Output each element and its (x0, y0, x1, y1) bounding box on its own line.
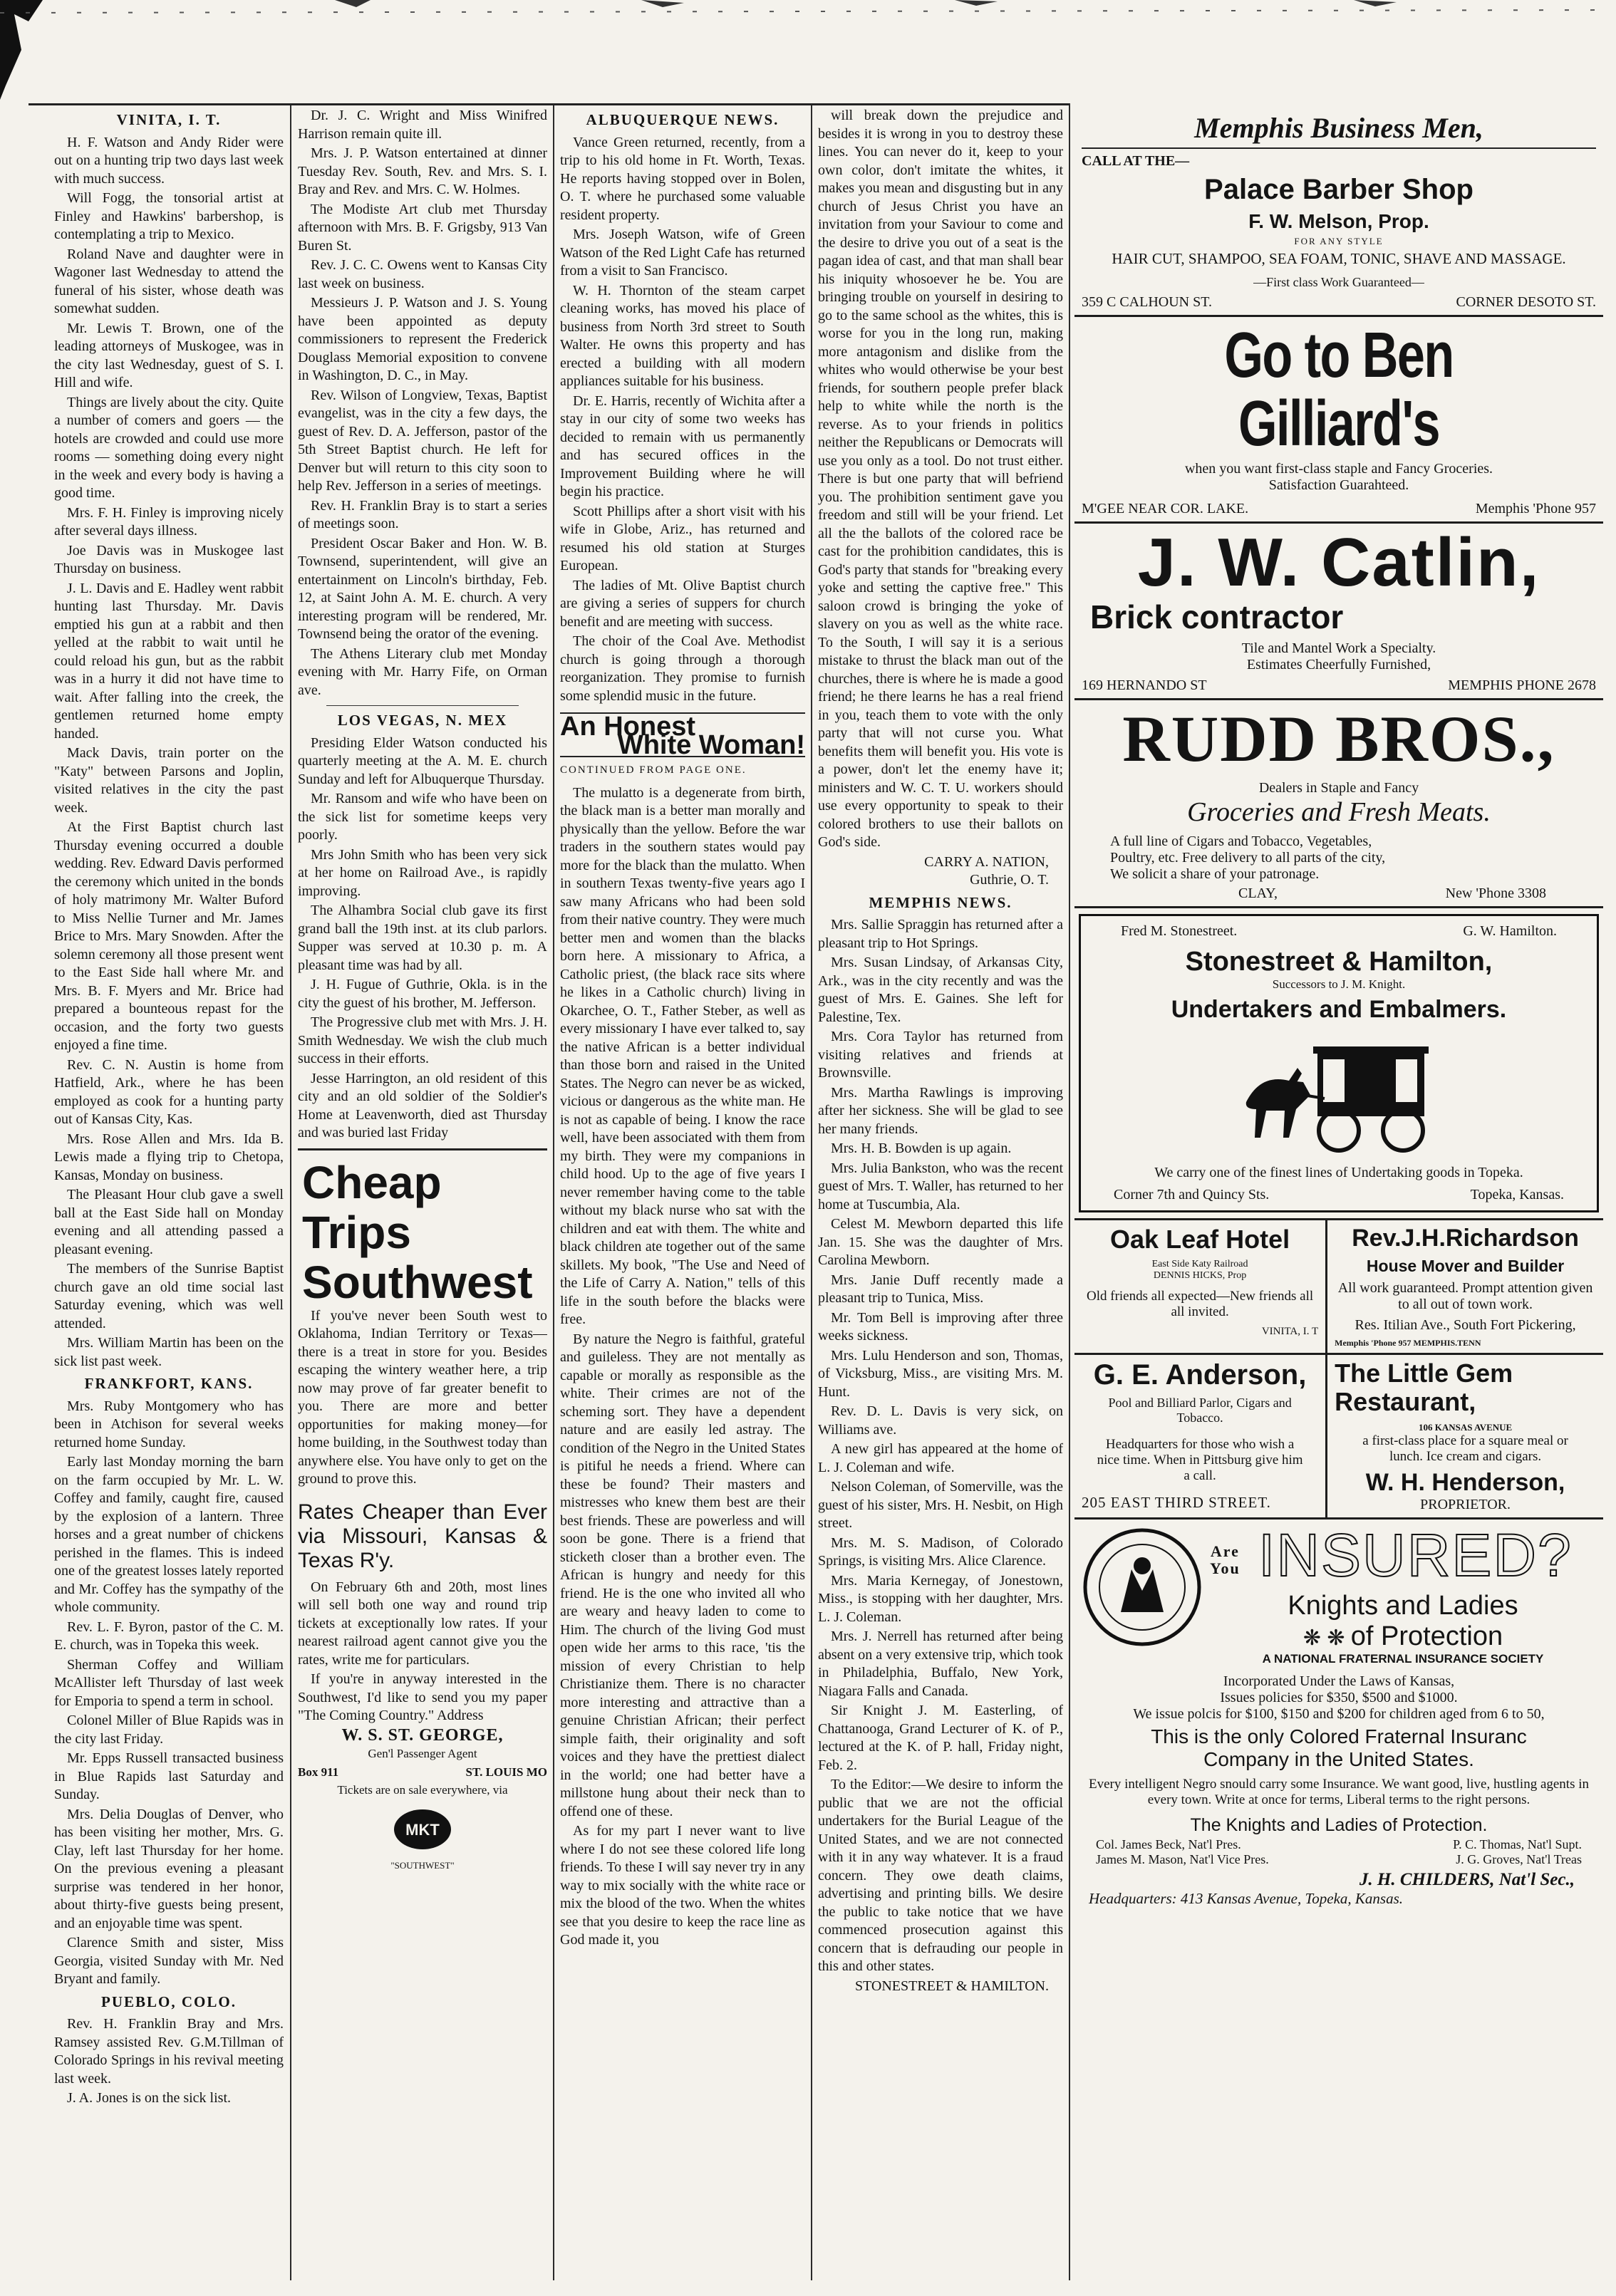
signature-name: CARRY A. NATION, (924, 853, 1049, 870)
logo-text: MKT (405, 1820, 440, 1839)
column-4 (818, 107, 1063, 2283)
rudd-street: CLAY, (1238, 885, 1278, 901)
advert-text: On February 6th and 20th, most lines will sell both one way and round trip tickets at exceptionally low rates. If your nearest railroad agent cannot give you the rates, write me for particulars. (298, 1579, 547, 1668)
vinita-heading: VINITA, I. T. (116, 111, 222, 128)
ins-headquarters: Headquarters: 413 Kansas Avenue, Topeka, Kansas. (1089, 1890, 1403, 1907)
headline-line: White Woman! (617, 729, 805, 760)
signature-place: Guthrie, O. T. (970, 872, 1049, 888)
news-item: Nelson Coleman, of Somerville, was the guest of his sister, Mrs. H. Nesbit, on High street. (818, 1479, 1063, 1531)
palace-address-row (1082, 294, 1596, 311)
oak-leaf-hotel-ad (1074, 1220, 1327, 1353)
news-item: W. H. Thornton of the steam carpet cleaning works, has moved his place of business from North 3rd street to South Walter. He owns this property and has erected a building with all modern appliances suitable for his business. (560, 282, 805, 389)
news-item: Mrs. William Martin has been on the sick list past week. (54, 1335, 284, 1369)
news-item: The members of the Sunrise Baptist church gave an old time social last Saturday evening, which was well attended. (54, 1261, 284, 1331)
news-item: Sir Knight J. M. Easterling, of Chattanooga, Grand Lecturer of K. of P., lectured at the K. of P. hall, Friday night, Feb. 2. (818, 1703, 1063, 1773)
news-item: The choir of the Coal Ave. Methodist church is going through a thorough reorganization. They promise to furnish some splendid music in the future. (560, 633, 805, 704)
anderson-address: 205 EAST THIRD STREET. (1082, 1494, 1271, 1511)
column-rule (290, 103, 291, 2280)
anderson-trade: Pool and Billiard Parlor, Cigars and Tobacco. (1108, 1396, 1292, 1425)
column-1 (54, 107, 284, 2283)
news-item: Mrs. Janie Duff recently made a pleasant trip to Tunica, Miss. (818, 1272, 1063, 1306)
anderson-ad (1074, 1355, 1327, 1517)
oak-prop: DENNIS HICKS, Prop (1153, 1270, 1247, 1281)
news-item: Mrs. J. P. Watson entertained at dinner Tuesday Rev. South, Rev. and Mrs. S. I. Bray and Rev. and Mrs. C. W. Holmes. (298, 145, 547, 197)
news-item: Mrs. J. Nerrell has returned after being absent on a very extensive trip, which took in Philadelphia, Buffalo, New York, Niagara Falls and Canada. (818, 1629, 1063, 1699)
continued-note: CONTINUED FROM PAGE ONE. (560, 764, 747, 776)
news-item: H. F. Watson and Andy Rider were out on a hunting trip two days last week with much success. (54, 134, 284, 187)
frankfort-heading: FRANKFORT, KANS. (84, 1375, 254, 1392)
news-item: Dr. J. C. Wright and Miss Winifred Harrison remain quite ill. (298, 108, 547, 142)
palace-prop: F. W. Melson, Prop. (1248, 210, 1429, 232)
stone-city: Topeka, Kansas. (1470, 1187, 1564, 1202)
rudd-name: RUDD BROS., (1122, 702, 1555, 775)
ins-org2-text: of Protection (1350, 1621, 1503, 1651)
news-item: Rev. D. L. Davis is very sick, on Williams ave. (818, 1403, 1063, 1438)
title-line: Cheap (302, 1156, 442, 1208)
news-item: Mrs. Martha Rawlings is improving after her sickness. She will be glad to see her many friends. (818, 1084, 1063, 1137)
column-rule (553, 103, 554, 2280)
ins-line: We issue polcis for $100, $150 and $200 for children aged from 6 to 50, (1133, 1706, 1545, 1722)
page-top-edge (0, 0, 1616, 107)
anderson-name: G. E. Anderson, (1093, 1359, 1307, 1391)
ins-line: Issues policies for $350, $500 and $1000. (1220, 1690, 1458, 1705)
notice-signature: STONESTREET & HAMILTON. (854, 1978, 1049, 1994)
news-item: Rev. J. C. C. Owens went to Kansas City last week on business. (298, 257, 547, 291)
rudd-dealers: Dealers in Staple and Fancy (1258, 780, 1419, 796)
gem-text: a first-class place for a square meal or lunch. Ice cream and cigars. (1362, 1433, 1568, 1464)
news-item: Scott Phillips after a short visit with his wife in Globe, Ariz., has returned and resumed his old station at Sturges European. (560, 503, 805, 573)
richardson-name: Rev.J.H.Richardson (1352, 1225, 1579, 1252)
palace-address: 359 C CALHOUN ST. (1082, 294, 1212, 310)
news-item: Mr. Ransom and wife who have been on the sick list for sometime keeps very poorly. (298, 791, 547, 843)
richardson-text: All work guaranteed. Prompt attention given to all out of town work. (1337, 1280, 1593, 1312)
news-item: Rev. Wilson of Longview, Texas, Baptist evangelist, was in the city a few days, the guest of Rev. D. A. Jefferson, pastor of the 5th Street Baptist church. He left for Denver but will return to this city soon to help Rev. Jefferson in a series of meetings. (298, 387, 547, 494)
ins-every: Every intelligent Negro snould carry some Insurance. We want good, live, hustling agents in every town. Write at once for terms, Liberal terms to the right persons. (1089, 1777, 1590, 1807)
honest-woman-headline (560, 712, 805, 760)
news-item: To the Editor:—We desire to inform the public that we are not the official undertakers for the Burial League of the United States, and we are not connected with it in any way whatever. It is a fraud concern. They owe death claims, advertising and printing bills. We desire the public to take notice that we have commenced prosecution against this concern that is defrauding our people in this and other states. (818, 1777, 1063, 1974)
news-item: Mrs. M. S. Madison, of Colorado Springs, is visiting Mrs. Alice Clarence. (818, 1534, 1063, 1569)
mkt-railway-logo (390, 1807, 455, 1856)
ad-call: CALL AT THE— (1082, 153, 1190, 169)
cheap-trips-title (302, 1158, 547, 1307)
gilliard-address: M'GEE NEAR COR. LAKE. (1082, 501, 1249, 516)
title-line: Trips (302, 1206, 411, 1258)
agent-box: Box 911 (298, 1765, 339, 1779)
divider (326, 705, 519, 706)
news-item: Mrs. F. H. Finley is improving nicely after several days illness. (54, 504, 284, 539)
rates-heading: Rates Cheaper than Ever via Missouri, Kansas & Texas R'y. (298, 1500, 547, 1572)
ins-officer-row (1082, 1852, 1596, 1867)
news-item: Mrs. Lulu Henderson and son, Thomas, of Vicksburg, Miss., are visiting Mrs. M. Hunt. (818, 1347, 1063, 1400)
news-item: Mrs. Cora Taylor has returned from visiting relatives and friends at Brownsville. (818, 1029, 1063, 1081)
news-item: The Progressive club met with Mrs. J. H. Smith Wednesday. We wish the club much success in their efforts. (298, 1014, 547, 1066)
rudd-phone: New 'Phone 3308 (1445, 885, 1546, 901)
news-item: Early last Monday morning the barn on the farm occupied by Mr. L. W. Coffey and family, caught fire, caused by the explosion of a lantern. Three horses and a great number of chickens perished in the flames. This is indeed one of the greatest losses lately reported and Mr. Coffey has the sympathy of the whole community. (54, 1454, 284, 1615)
article-paragraph: As for my part I never want to live where I do not see these colored life long friends. To these I will say never try in any way to mix socially with the white race or mix the blood of the two. When the whites see that you desire to keep the race line as God made it, you (560, 1823, 805, 1948)
news-item: Mrs. Sallie Spraggin has returned after a pleasant trip to Hot Springs. (818, 917, 1063, 951)
article-paragraph: The mulatto is a degenerate from birth, the black man is a better man morally and physically than the yellow. Before the war traders in the southern states would pay more for the black than the mulatto. When in southern Texas twenty-five years ago I saw many Africans who had been sold from their native country. They were much better men and women than the blacks born here. A missionary to Africa, a Catholic priest, (the black race sits where he likes in a Catholic church) living in Okarchee, O. T., Father Steber, as well as every missionary I have ever talked to, say the native African is a better individual than those born and raised in the United States. The Negro can never be as wicked, vicious or dangerous as the white man. He is not as capable of being. I know the race well, have been associated with them from my birth. They were my companions in child hood. Up to the age of five years I never remember having come to the table without my black nurse who sat with the children and eat with them. The white and black children ate together out of the same skillets. My book, "The Use and Need of the Life of Carry A. Nation," tells of this life in the south before the blacks were free. (560, 784, 805, 1327)
news-item: Joe Davis was in Muskogee last Thursday on business. (54, 542, 284, 576)
richardson-residence: Res. Itilian Ave., South Fort Pickering, (1355, 1317, 1576, 1333)
agent-address (298, 1763, 547, 1782)
anderson-text: Headquarters for those who wish a nice time. When in Pittsburg give him a call. (1097, 1437, 1303, 1483)
advert-text: If you've never been South west to Oklahoma, Indian Territory or Texas—there is a treat in store for you. Besides escaping the wintery weather here, a trip now may prove of far greater benefit to you. There are more and better opportunities for making money—for home building, in the Southwest today than anywhere else. You have only to get on the ground to prove this. (298, 1307, 547, 1487)
news-item: Mack Davis, train porter on the "Katy" between Parsons and Joplin, visited relatives in the city the past week. (54, 745, 284, 816)
memphis-news-heading: MEMPHIS NEWS. (869, 893, 1012, 911)
news-item: Mrs. Ruby Montgomery who has been in Atchison for several weeks returned home Sunday. (54, 1398, 284, 1450)
news-item: Celest M. Mewborn departed this life Jan. 15. She was the daughter of Mrs. Carolina Mewborn. (818, 1216, 1063, 1268)
news-item: Jesse Harrington, an old resident of this city and an old soldier of the Soldier's Home at Leavenworth, died ast Thursday and was buried last Friday (298, 1070, 547, 1141)
news-item: The Modiste Art club met Thursday afternoon with Mrs. B. F. Grigsby, 913 Van Buren St. (298, 201, 547, 254)
palace-name: Palace Barber Shop (1204, 174, 1473, 205)
ins-officer: Col. James Beck, Nat'l Pres. (1096, 1837, 1241, 1851)
news-item: Presiding Elder Watson conducted his quarterly meeting at the A. M. E. church Sunday and left for Albuquerque Thursday. (298, 734, 547, 787)
news-item: Mr. Lewis T. Brown, one of the leading attorneys of Muskogee, was in the city last Wednesday, guest of S. I. Hill and wife. (54, 320, 284, 390)
ins-officer: J. G. Groves, Nat'l Treas (1456, 1852, 1582, 1866)
news-item: Mrs. Susan Lindsay, of Arkansas City, Ark., was in the city recently and was the guest of Mrs. E. Gaines. She left for Palestine, Tex. (818, 955, 1063, 1025)
stone-address-row (1092, 1181, 1585, 1203)
insurance-headline (1210, 1522, 1596, 1589)
news-item: Vance Green returned, recently, from a trip to his old home in Ft. Worth, Texas. He reports having stopped over in Bolen, O. T. where he purchased some valuable resident property. (560, 134, 805, 223)
catlin-ad (1074, 524, 1603, 700)
news-item: Mrs. Delia Douglas of Denver, who has been visiting her mother, Mrs. G. Clay, left last Thursday for her home. On the previous evening a pleasant surprise was tendered in her honor, about thirty-five guests being present, and an enjoyable time was spent. (54, 1806, 284, 1931)
oak-location: East Side Katy Railroad (1151, 1259, 1248, 1269)
column-rule (811, 103, 812, 2280)
oak-text: Old friends all expected—New friends all all invited. (1087, 1289, 1314, 1319)
news-item: The Athens Literary club met Monday evening with Mr. Harry Fife, on Orman ave. (298, 645, 547, 698)
top-rule (29, 103, 1069, 105)
palace-corner: CORNER DESOTO ST. (1456, 294, 1596, 310)
ins-knights-ladies: The Knights and Ladies of Protection. (1190, 1815, 1488, 1835)
news-item: Mrs. Maria Kernegay, of Jonestown, Miss., is stopping with her daughter, Mrs. L. J. Coleman. (818, 1572, 1063, 1625)
catlin-line: Tile and Mantel Work a Specialty. (1241, 640, 1436, 656)
news-item: Roland Nave and daughter were in Wagoner last Wednesday to attend the funeral of his sister, whose death was somewhat sudden. (54, 246, 284, 316)
news-item: President Oscar Baker and Hon. W. B. Townsend, superintendent, will give an entertainment on Lincoln's birthday, Feb. 12, at Saint John A. M. E. church. A very interesting program will be rendered, Mr. Townsend being the orator of the evening. (298, 535, 547, 642)
richardson-ad (1327, 1220, 1603, 1353)
column-3 (560, 107, 805, 2283)
title-line: Southwest (302, 1256, 533, 1308)
ins-line: Incorporated Under the Laws of Kansas, (1223, 1673, 1455, 1689)
ins-secretary: J. H. CHILDERS, Nat'l Sec., (1359, 1870, 1575, 1889)
news-item: Sherman Coffey and William McAllister left Thursday of last week for Emporia to spend a term in school. (54, 1656, 284, 1709)
gem-proprietor-name: W. H. Henderson, (1365, 1469, 1565, 1496)
stone-name: Stonestreet & Hamilton, (1185, 947, 1493, 977)
catlin-address-row (1082, 677, 1596, 694)
stone-line: We carry one of the finest lines of Undertaking goods in Topeka. (1154, 1165, 1523, 1180)
ins-are: Are (1210, 1542, 1240, 1560)
gilliard-ad (1074, 317, 1603, 524)
ad-row-anderson (1074, 1355, 1603, 1520)
agent-role: Gen'l Passenger Agent (368, 1747, 477, 1760)
palace-services: HAIR CUT, SHAMPOO, SEA FOAM, TONIC, SHAVE AND MASSAGE. (1112, 250, 1566, 267)
stone-partner: G. W. Hamilton. (1463, 923, 1557, 939)
news-item: A new girl has appeared at the home of L. J. Coleman and wife. (818, 1441, 1063, 1475)
news-item: Rev. L. F. Byron, pastor of the C. M. E. church, was in Topeka this week. (54, 1619, 284, 1653)
gilliard-phone: Memphis 'Phone 957 (1475, 501, 1596, 516)
ins-insured: INSURED? (1258, 1522, 1573, 1589)
memphis-business-title: Memphis Business Men, (1194, 112, 1483, 144)
pueblo-heading: PUEBLO, COLO. (101, 1993, 237, 2010)
ins-org-line1: Knights and Ladies (1288, 1591, 1518, 1621)
ins-only: This is the only Colored Fraternal Insuranc Company in the United States. (1151, 1725, 1527, 1770)
gilliard-title: Go to Ben Gilliard's (1224, 320, 1454, 459)
catlin-name: J. W. Catlin, (1137, 524, 1540, 601)
logo-caption: "SOUTHWEST" (390, 1859, 455, 1871)
column-rule (1069, 103, 1070, 2280)
news-item: J. H. Fugue of Guthrie, Okla. is in the city the guest of his brother, M. Jefferson. (298, 977, 547, 1011)
gem-name: The Little Gem Restaurant, (1335, 1359, 1513, 1416)
knights-ladies-insurance-ad (1074, 1520, 1603, 1912)
news-item: The ladies of Mt. Olive Baptist church are giving a series of suppers for church benefit and are meeting with success. (560, 577, 805, 630)
insurance-header (1082, 1524, 1596, 1666)
catlin-trade: Brick contractor (1090, 598, 1344, 635)
news-item: Messieurs J. P. Watson and J. S. Young have been appointed as deputy commissioners to represent the Frederick Douglass Memorial exposition to convene in Washington, D. C., in May. (298, 295, 547, 383)
ins-officer-row (1082, 1836, 1596, 1852)
news-item: The Alhambra Social club gave its first grand ball the 19th inst. at its club parlors. Supper was served at 10.30 p. m. A pleasant time was had by all. (298, 903, 547, 973)
palace-for: FOR ANY STYLE (1294, 236, 1384, 246)
catlin-address: 169 HERNANDO ST (1082, 677, 1207, 693)
catlin-line: Estimates Cheerfully Furnished, (1246, 657, 1431, 672)
news-item: Mrs. Julia Bankston, who was the recent guest of Mrs. T. Waller, has returned to her home at Tuscumbia, Ala. (818, 1160, 1063, 1212)
article-paragraph: will break down the prejudice and besides it is wrong in you to destroy these lines. You can never do it, keep to your own color, don't imitate the whites, it makes you mean and disgusting but in any church of Jesus Christ you have an invitation from your Saviour to come and the desire to drive you out of a seat is the pagan idea of cast, and that man shall bear his iniquity whosoever he be. You are bringing trouble on yourself in desiring to go to the same school as the whites, this is worse for you in the long run, making more antagonism and dislike from the whites who would otherwise be your best friends, for southern people prefer black help to white while the north is the reverse. As to your friends in politics neither the Republicans or Democrats will use you only as a tool. Do not trust either. There is but one party that will befriend you. The prohibition sentiment gave you freedom and still will be your friend. Let all the the ballots of the colored race be cast for the prohibition candidates, this is God's party that stands for "breaking every yoke and setting the captive free." This saloon crowd is bringing the yoke of slavery on you as well as the white race. To the South, I will say it is a serious mistake to thrust the black man out of the churches, there is where he is made a good friend; he there learns he has a real friend in you, teach them to vote with the only party that will not curse you. What benefits them will benefit you. His vote is a power, don't let the enemy have it; ministers and W. C. T. U. workers should use every opportunity to speak to their colored brothers to use their ballots on God's side. (818, 108, 1063, 850)
column-2 (298, 107, 547, 2283)
divider (298, 1148, 547, 1150)
hearse-illustration (1232, 1031, 1446, 1159)
albuquerque-heading: ALBUQUERQUE NEWS. (586, 111, 779, 128)
headline-line: An Honest (560, 712, 695, 742)
palace-guarantee: —First class Work Guaranteed— (1253, 275, 1424, 289)
news-item: Mrs. H. B. Bowden is up again. (831, 1141, 1012, 1156)
richardson-trade: House Mover and Builder (1366, 1257, 1565, 1275)
gem-address: 106 KANSAS AVENUE (1418, 1422, 1513, 1433)
news-item: Dr. E. Harris, recently of Wichita after a stay in our city of some two weeks has decided to remain with us permanently and has secured offices in the Improvement Building where he will begin his practice. (560, 393, 805, 499)
news-item: Clarence Smith and sister, Miss Georgia, visited Sunday with Mr. Ned Bryant and family. (54, 1935, 284, 1987)
advert-text: If you're in anyway interested in the Southwest, I'd like to send you my paper "The Coming Country." Address (298, 1671, 547, 1723)
ins-officer: James M. Mason, Nat'l Vice Pres. (1096, 1852, 1269, 1866)
agent-city: ST. LOUIS MO (465, 1765, 547, 1779)
news-item: Rev. H. Franklin Bray and Mrs. Ramsey assisted Rev. G.M.Tillman of Colorado Springs in his revival meeting last week. (54, 2016, 284, 2087)
rudd-address-row (1082, 883, 1596, 902)
stone-partners-row (1092, 923, 1585, 940)
ins-org-line3: A NATIONAL FRATERNAL INSURANCE SOCIETY (1262, 1652, 1544, 1666)
agent-name: W. S. ST. GEORGE, (341, 1725, 504, 1745)
news-item: Mr. Epps Russell transacted business in Blue Rapids last Saturday and Sunday. (54, 1750, 284, 1802)
oak-name: Oak Leaf Hotel (1110, 1225, 1290, 1254)
ins-officer: P. C. Thomas, Nat'l Supt. (1453, 1837, 1582, 1851)
article-paragraph: By nature the Negro is faithful, grateful and guileless. They are not mentally as capable or morally as responsible as the white. Their crimes are not of the scheming sort. They have a dependent nature and are easily led astray. The condition of the Negro in the United States is pitiful he needs a friend. Where can these be found? Their masters and mistresses who knew them best are their best friends. These are powerless and will soon be gone. There is a friend that sticketh closer than a brother even. The African is hungry and needy for this friend. He is the one who invited all who are weary and heavy laden to come to Him. The church of the living God must open wide her arms to this race, 'tis the mission of every Christian to help Christianize them. There is no character more interesting and attractive than a genuine Christian African; their perfect simple faith, their originality and soft voices and they have the prettiest dialect in the world; one had better have a millstone hung about their neck than to offend one of these. (560, 1331, 805, 1819)
gilliard-address-row (1082, 501, 1596, 517)
news-item: At the First Baptist church last Thursday evening occurred a double wedding. Rev. Edward Davis performed the ceremony which united in the bonds of holy matrimony Mr. Walter Buford to Miss Nellie Turner and Mr. James Brice to Mrs. Mary Snowden. After the solemn ceremony all those present went to the East Side hall where Mr. and Mrs. B. F. Myers and Mr. Brice had prepared a bounteous repast for the occasion, and the forty two guests enjoyed a fine time. (54, 819, 284, 1053)
rudd-line: A full line of Cigars and Tobacco, Vegetables, (1110, 833, 1372, 849)
ad-row-hotel (1074, 1218, 1603, 1355)
stone-successors: Successors to J. M. Knight. (1272, 977, 1406, 991)
news-item: J. A. Jones is on the sick list. (67, 2090, 232, 2106)
society-seal-icon (1082, 1527, 1203, 1648)
stone-address: Corner 7th and Quincy Sts. (1114, 1187, 1270, 1202)
rudd-line: Poultry, etc. Free delivery to all parts of the city, (1110, 850, 1386, 866)
news-item: Mrs. Rose Allen and Mrs. Ida B. Lewis made a flying trip to Chetopa, Kansas, Monday on business. (54, 1131, 284, 1183)
news-item: The Pleasant Hour club gave a swell ball at the East Side hall on Monday evening and all attending passed a pleasant evening. (54, 1187, 284, 1257)
news-item: Mrs John Smith who has been very sick at her home on Railroad Ave., is rapidly improving. (298, 846, 547, 899)
stonestreet-hamilton-ad (1079, 914, 1599, 1212)
stone-partner: Fred M. Stonestreet. (1121, 923, 1238, 939)
ins-you: You (1210, 1559, 1241, 1577)
gem-proprietor: PROPRIETOR. (1420, 1497, 1511, 1512)
catlin-phone: MEMPHIS PHONE 2678 (1448, 677, 1596, 693)
lasvegas-heading: LOS VEGAS, N. MEX (337, 712, 508, 729)
agent-tail: Tickets are on sale everywhere, via (337, 1783, 508, 1797)
oak-city: VINITA, I. T (1261, 1326, 1319, 1337)
advertisement-column (1074, 107, 1603, 2283)
rudd-bros-ad (1074, 700, 1603, 908)
richardson-phone: Memphis 'Phone 957 MEMPHIS.TENN (1335, 1338, 1481, 1348)
ins-org-line2: ❋ ❋ of Protection (1302, 1621, 1503, 1651)
news-item: Mrs. Joseph Watson, wife of Green Watson of the Red Light Cafe has returned from a visit to San Francisco. (560, 227, 805, 279)
gilliard-text: when you want first-class staple and Fancy Groceries. Satisfaction Guarahteed. (1184, 461, 1493, 493)
news-item: Colonel Miller of Blue Rapids was in the city last Friday. (54, 1713, 284, 1747)
little-gem-ad (1327, 1355, 1603, 1517)
rudd-groceries: Groceries and Fresh Meats. (1187, 797, 1491, 827)
rudd-line: We solicit a share of your patronage. (1110, 866, 1320, 882)
news-item: Will Fogg, the tonsorial artist at Finley and Hawkins' barbershop, is contemplating a trip to Mexico. (54, 190, 284, 242)
palace-barber-ad (1074, 107, 1603, 317)
news-item: J. L. Davis and E. Hadley went rabbit hunting last Thursday. Mr. Davis emptied his gun at a rabbit and then yelled at the rabbit to wait until he could reload his gun, but as the rabbit was in a hurry it did not have time to wait. After falling into the creek, the gentlemen returned home empty handed. (54, 580, 284, 742)
news-item: Rev. C. N. Austin is home from Hatfield, Ark., where he has been employed as cook for a hunting party out of Kansas City, Kas. (54, 1056, 284, 1127)
news-item: Things are lively about the city. Quite a number of comers and goers — the hotels are crowded and could use more rooms — something doing every night in the week and every body is having a good time. (54, 394, 284, 501)
news-item: Mr. Tom Bell is improving after three weeks sickness. (818, 1309, 1063, 1344)
news-item: Rev. H. Franklin Bray is to start a series of meetings soon. (298, 497, 547, 531)
insurance-titles (1210, 1524, 1596, 1666)
stone-trade: Undertakers and Embalmers. (1171, 996, 1507, 1023)
